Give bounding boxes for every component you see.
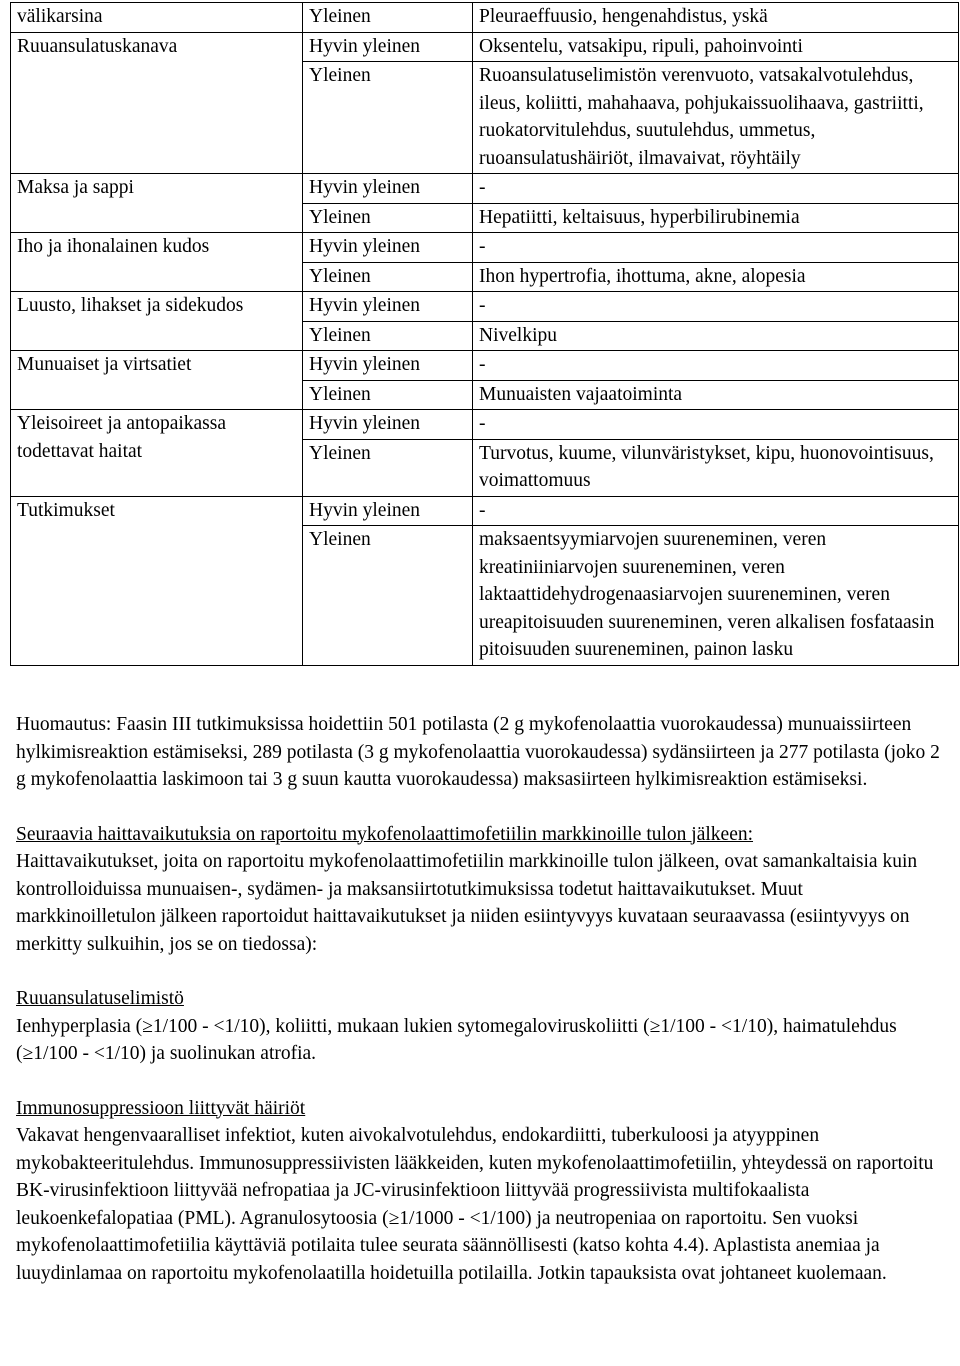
effects-cell: Pleuraeffuusio, hengenahdistus, yskä xyxy=(473,3,959,33)
organ-cell: Maksa ja sappi xyxy=(11,174,303,233)
frequency-cell: Yleinen xyxy=(303,526,473,666)
frequency-cell: Yleinen xyxy=(303,262,473,292)
effects-cell: - xyxy=(473,233,959,263)
table-row xyxy=(11,32,959,62)
effects-cell: - xyxy=(473,174,959,204)
effects-cell: - xyxy=(473,351,959,381)
organ-cell: Munuaiset ja virtsatiet xyxy=(11,351,303,410)
organ-cell: Ruuansulatuskanava xyxy=(11,32,303,174)
frequency-cell: Hyvin yleinen xyxy=(303,292,473,322)
frequency-cell: Yleinen xyxy=(303,3,473,33)
effects-cell: Nivelkipu xyxy=(473,321,959,351)
immunosuppression-heading: Immunosuppressioon liittyvät häiriöt xyxy=(16,1097,306,1119)
organ-cell: Iho ja ihonalainen kudos xyxy=(11,233,303,292)
text-body xyxy=(16,711,946,1287)
immunosuppression-paragraph: Vakavat hengenvaaralliset infektiot, kuten aivokalvotulehdus, endokardiitti, tuberkuloosi ja atyyppinen mykobakteeritulehdus. Immunosuppressiivisten lääkkeiden, kuten mykofenolaattimofetiilin, yhteydessä on raportoitu BK-virusinfektioon liittyvää nefropatiaa ja JC-virusinfektioon liittyvää progressiivista multifokaalista leukoenkefalopatiaa (PML). Agranulosytoosia (≥1/1000 - <1/100) ja neutropeniaa on raportoitu. Sen vuoksi mykofenolaattimofetiilia käyttäviä potilaita tulee seurata säännöllisesti (katso kohta 4.4). Aplastista anemiaa ja luuydinlamaa on raportoitu mykofenolaatilla hoidetuilla potilailla. Jotkin tapauksista ovat johtaneet kuolemaan. xyxy=(16,1125,934,1284)
table-row xyxy=(11,3,959,33)
organ-cell: Yleisoireet ja antopaikassa todettavat haitat xyxy=(11,410,303,497)
frequency-cell: Yleinen xyxy=(303,439,473,496)
table-row xyxy=(11,351,959,381)
effects-cell: Turvotus, kuume, vilunväristykset, kipu, huonovointisuus, voimattomuus xyxy=(473,439,959,496)
effects-cell: - xyxy=(473,496,959,526)
frequency-cell: Hyvin yleinen xyxy=(303,174,473,204)
organ-cell: välikarsina xyxy=(11,3,303,33)
effects-cell: Oksentelu, vatsakipu, ripuli, pahoinvointi xyxy=(473,32,959,62)
footnote-paragraph: Huomautus: Faasin III tutkimuksissa hoidettiin 501 potilasta (2 g mykofenolaattia vuorokaudessa) munuaissiirteen hylkimisreaktion estämiseksi, 289 potilasta (3 g mykofenolaattia vuorokaudessa) sydänsiirteen ja 277 potilasta (joko 2 g mykofenolaattia laskimoon tai 3 g suun kautta vuorokaudessa) maksasiirteen hylkimisreaktion estämiseksi. xyxy=(16,714,940,790)
postmarketing-paragraph: Haittavaikutukset, joita on raportoitu mykofenolaattimofetiilin markkinoille tulon jälkeen, ovat samankaltaisia kuin kontrolloiduissa munuaisen-, sydämen- ja maksansiirtotutkimuksissa todetut haittavaikutukset. Muut markkinoilletulon jälkeen raportoidut haittavaikutukset ja niiden esiintyvyys kuvataan seuraavassa (esiintyvyys on merkitty sulkuihin, jos se on tiedossa): xyxy=(16,851,918,955)
table-row xyxy=(11,496,959,526)
gi-heading: Ruuansulatuselimistö xyxy=(16,988,184,1009)
frequency-cell: Hyvin yleinen xyxy=(303,351,473,381)
effects-cell: - xyxy=(473,292,959,322)
effects-cell: Hepatiitti, keltaisuus, hyperbilirubinemia xyxy=(473,203,959,233)
gi-paragraph: Ienhyperplasia (≥1/100 - <1/10), koliitti, mukaan lukien sytomegaloviruskoliitti (≥1/100 - <1/10), haimatulehdus (≥1/100 - <1/10) ja suolinukan atrofia. xyxy=(16,1015,897,1064)
effects-cell: maksaentsyymiarvojen suureneminen, veren kreatiniiniarvojen suureneminen, veren laktaattidehydrogenaasiarvojen suureneminen, veren ureapitoisuuden suureneminen, veren alkalisen fosfataasin pitoisuuden suureneminen, painon lasku xyxy=(473,526,959,666)
effects-cell: Ihon hypertrofia, ihottuma, akne, alopesia xyxy=(473,262,959,292)
table-row xyxy=(11,410,959,440)
table-row xyxy=(11,292,959,322)
effects-cell: - xyxy=(473,410,959,440)
organ-cell: Tutkimukset xyxy=(11,496,303,665)
frequency-cell: Hyvin yleinen xyxy=(303,233,473,263)
frequency-cell: Hyvin yleinen xyxy=(303,410,473,440)
effects-cell: Ruoansulatuselimistön verenvuoto, vatsakalvotulehdus, ileus, koliitti, mahahaava, pohjukaissuolihaava, gastriitti, ruokatorvitulehdus, suutulehdus, ummetus, ruoansulatushäiriöt, ilmavaivat, röyhtäily xyxy=(473,62,959,174)
organ-cell: Luusto, lihakset ja sidekudos xyxy=(11,292,303,351)
frequency-cell: Yleinen xyxy=(303,62,473,174)
table-row xyxy=(11,174,959,204)
frequency-cell: Hyvin yleinen xyxy=(303,496,473,526)
frequency-cell: Yleinen xyxy=(303,380,473,410)
effects-cell: Munuaisten vajaatoiminta xyxy=(473,380,959,410)
frequency-cell: Hyvin yleinen xyxy=(303,32,473,62)
adverse-effects-table xyxy=(10,2,959,666)
frequency-cell: Yleinen xyxy=(303,203,473,233)
frequency-cell: Yleinen xyxy=(303,321,473,351)
table-row xyxy=(11,233,959,263)
postmarketing-heading: Seuraavia haittavaikutuksia on raportoitu mykofenolaattimofetiilin markkinoille tulon jälkeen: xyxy=(16,823,754,845)
